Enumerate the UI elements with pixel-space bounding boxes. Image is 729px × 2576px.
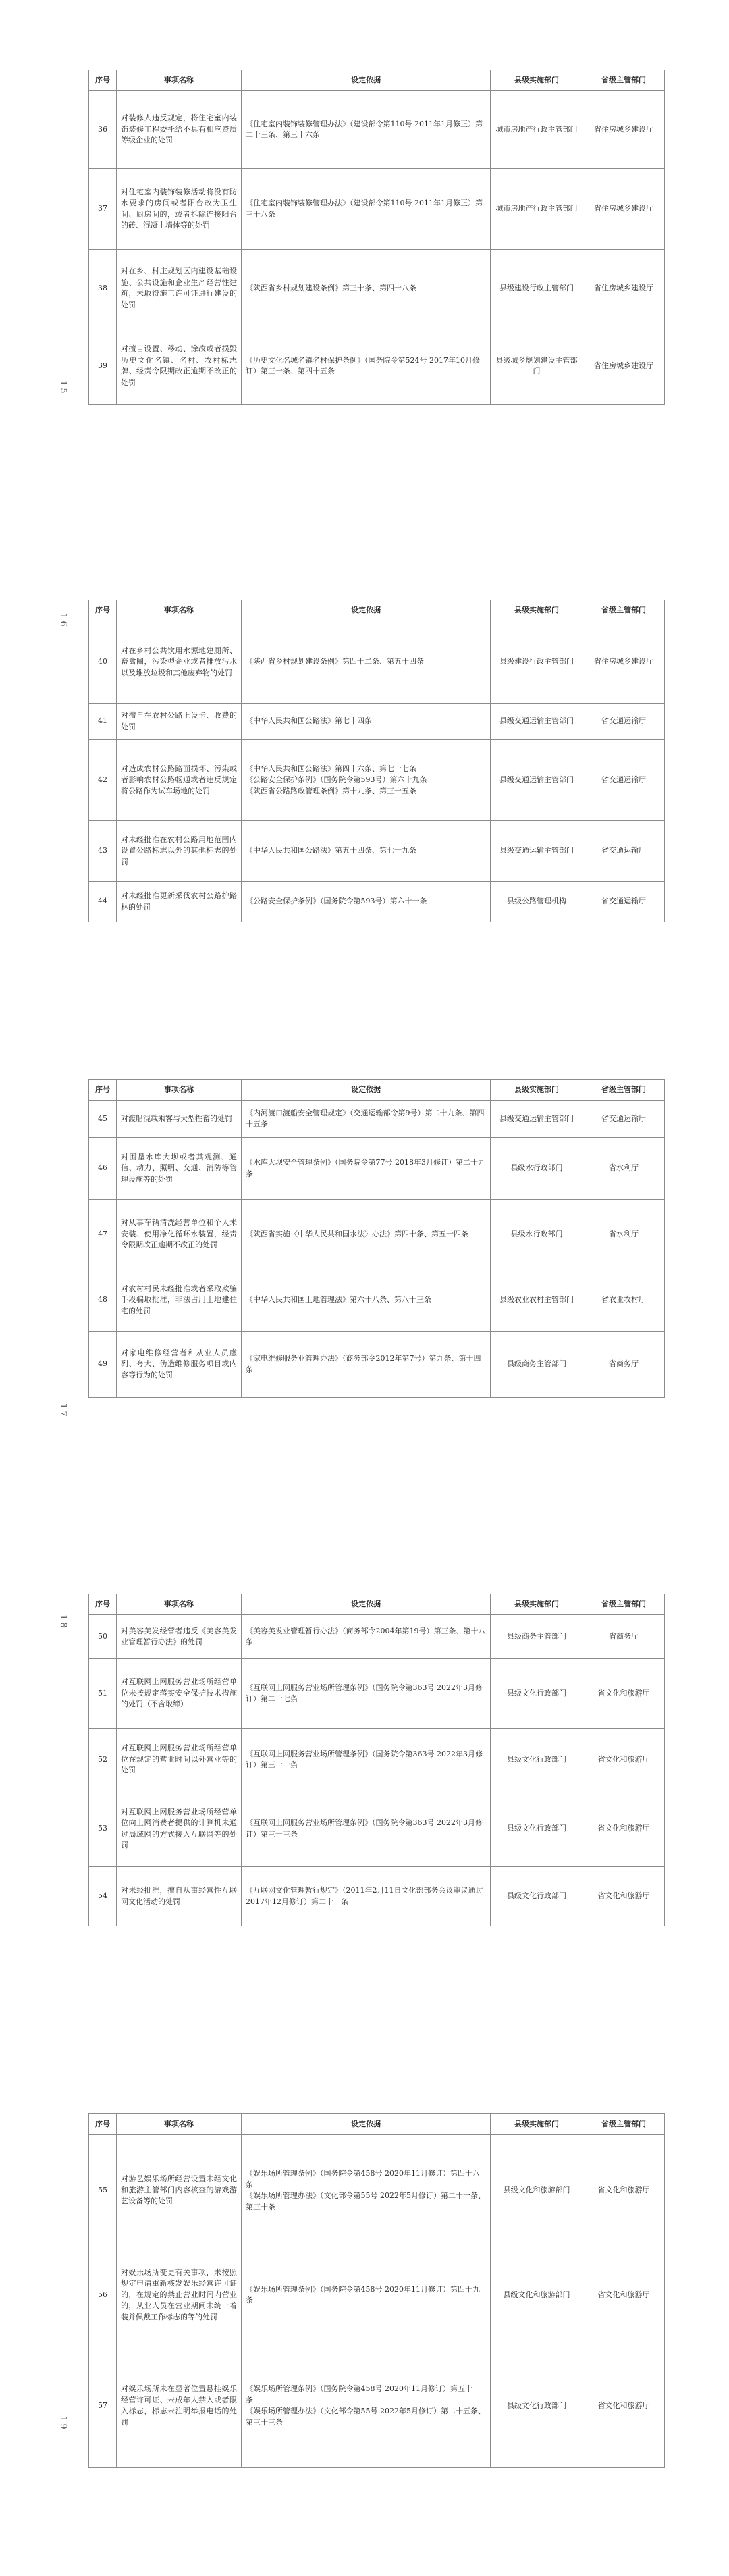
provincial-department: 省文化和旅游厅: [583, 1729, 665, 1791]
provincial-department: 省住房城乡建设厅: [583, 250, 665, 327]
legal-basis-line: 《中华人民共和国公路法》第七十四条: [246, 716, 372, 726]
item-name: 对造成农村公路路面损坏、污染或者影响农村公路畅通或者违反规定将公路作为试车场地的处罚: [117, 740, 242, 821]
column-header: 设定依据: [242, 600, 491, 621]
legal-basis: [242, 250, 491, 327]
legal-basis: [242, 1332, 491, 1398]
legal-basis: [242, 821, 491, 882]
item-name: 对互联网上网服务营业场所经营单位向上网消费者提供的计算机未通过局域网的方式接入互联网等的处罚: [117, 1791, 242, 1867]
legal-basis-line: 《互联网上网服务营业场所管理条例》（国务院令第363号 2022年3月修订）第三十三条: [246, 1818, 483, 1839]
legal-basis: [242, 1729, 491, 1791]
item-name: 对围垦水库大坝或者其观测、通信、动力、照明、交通、消防等管理设施等的处罚: [117, 1138, 242, 1200]
page-number: — 15 —: [58, 365, 68, 411]
item-name: 对渡船混载乘客与大型牲畜的处罚: [117, 1101, 242, 1138]
legal-basis: [242, 1615, 491, 1659]
table-row: [89, 1101, 665, 1138]
column-header: 县级实施部门: [491, 2114, 583, 2135]
legal-basis: [242, 621, 491, 704]
table-row: [89, 1615, 665, 1659]
legal-basis: [242, 2246, 491, 2344]
table-row: [89, 882, 665, 922]
county-department: 县级文化行政部门: [491, 1867, 583, 1926]
column-header: 序号: [89, 70, 117, 91]
item-number: 55: [89, 2135, 117, 2246]
county-department: 县级文化行政部门: [491, 1729, 583, 1791]
county-department: 县级建设行政主管部门: [491, 621, 583, 704]
column-header: 序号: [89, 2114, 117, 2135]
provincial-department: 省文化和旅游厅: [583, 2135, 665, 2246]
item-name: 对在乡、村庄规划区内建设基础设施、公共设施和企业生产经营性建筑，未取得施工许可证进行建设的处罚: [117, 250, 242, 327]
table-row: [89, 621, 665, 704]
column-header: 省级主管部门: [583, 2114, 665, 2135]
legal-basis-line: 《美容美发业管理暂行办法》（商务部令2004年第19号）第三条、第十八条: [246, 1626, 486, 1646]
legal-basis: [242, 327, 491, 405]
table-row: [89, 2344, 665, 2468]
provincial-department: 省文化和旅游厅: [583, 1659, 665, 1729]
county-department: 县级商务主管部门: [491, 1332, 583, 1398]
table-header-row: [89, 70, 665, 91]
item-name: 对擅自在农村公路上设卡、收费的处罚: [117, 704, 242, 740]
penalty-items-table: [88, 1079, 665, 1398]
legal-basis-line: 《中华人民共和国公路法》第四十六条、第七十七条: [246, 764, 416, 773]
item-number: 49: [89, 1332, 117, 1398]
county-department: 县级公路管理机构: [491, 882, 583, 922]
column-header: 设定依据: [242, 1594, 491, 1615]
provincial-department: 省水利厅: [583, 1138, 665, 1200]
provincial-department: 省农业农村厅: [583, 1269, 665, 1332]
county-department: 县级水行政部门: [491, 1200, 583, 1269]
column-header: 县级实施部门: [491, 600, 583, 621]
page-number: — 19 —: [58, 2400, 68, 2447]
item-name: 对互联网上网服务营业场所经营单位在规定的营业时间以外营业等的处罚: [117, 1729, 242, 1791]
column-header: 设定依据: [242, 2114, 491, 2135]
item-number: 53: [89, 1791, 117, 1867]
provincial-department: 省水利厅: [583, 1200, 665, 1269]
item-number: 37: [89, 169, 117, 250]
item-number: 41: [89, 704, 117, 740]
item-name: 对从事车辆清洗经营单位和个人未安装、使用净化循环水装置，经责令限期改正逾期不改正的处罚: [117, 1200, 242, 1269]
item-name: 对未经批准，擅自从事经营性互联网文化活动的处罚: [117, 1867, 242, 1926]
provincial-department: 省商务厅: [583, 1615, 665, 1659]
table-row: [89, 327, 665, 405]
column-header: 设定依据: [242, 70, 491, 91]
legal-basis-line: 《中华人民共和国公路法》第五十四条、第七十九条: [246, 846, 416, 856]
provincial-department: 省住房城乡建设厅: [583, 91, 665, 169]
county-department: 县级商务主管部门: [491, 1615, 583, 1659]
county-department: 县级农业农村主管部门: [491, 1269, 583, 1332]
provincial-department: 省商务厅: [583, 1332, 665, 1398]
county-department: 城市房地产行政主管部门: [491, 169, 583, 250]
item-number: 56: [89, 2246, 117, 2344]
table-row: [89, 1269, 665, 1332]
county-department: 县级水行政部门: [491, 1138, 583, 1200]
item-number: 39: [89, 327, 117, 405]
legal-basis-line: 《家电维修服务业管理办法》（商务部令2012年第7号）第九条、第十四条: [246, 1354, 481, 1374]
column-header: 省级主管部门: [583, 1594, 665, 1615]
column-header: 序号: [89, 1080, 117, 1101]
legal-basis-line: 《娱乐场所管理条例》（国务院令第458号 2020年11月修订）第四十八条: [246, 2169, 480, 2189]
table-header-row: [89, 1080, 665, 1101]
item-number: 48: [89, 1269, 117, 1332]
table-row: [89, 91, 665, 169]
item-number: 36: [89, 91, 117, 169]
legal-basis: [242, 2135, 491, 2246]
table-header-row: [89, 2114, 665, 2135]
legal-basis-line: 《娱乐场所管理办法》（文化部令第55号 2022年5月修订）第二十五条、第三十三条: [246, 2407, 485, 2427]
legal-basis: [242, 1659, 491, 1729]
item-name: 对未经批准在农村公路用地范围内设置公路标志以外的其他标志的处罚: [117, 821, 242, 882]
item-name: 对擅自设置、移动、涂改或者损毁历史文化名镇、名村、农村标志牌、经责令限期改正逾期不改正的处罚: [117, 327, 242, 405]
legal-basis-line: 《水库大坝安全管理条例》（国务院令第77号 2018年3月修订）第二十九条: [246, 1158, 485, 1178]
provincial-department: 省交通运输厅: [583, 1101, 665, 1138]
legal-basis: [242, 1791, 491, 1867]
provincial-department: 省文化和旅游厅: [583, 2246, 665, 2344]
column-header: 事项名称: [117, 600, 242, 621]
legal-basis-line: 《陕西省乡村规划建设条例》第四十二条、第五十四条: [246, 657, 424, 666]
item-number: 54: [89, 1867, 117, 1926]
legal-basis: [242, 91, 491, 169]
item-number: 45: [89, 1101, 117, 1138]
county-department: 城市房地产行政主管部门: [491, 91, 583, 169]
county-department: 县级城乡规划建设主管部门: [491, 327, 583, 405]
county-department: 县级文化和旅游部门: [491, 2246, 583, 2344]
county-department: 县级文化和旅游部门: [491, 2135, 583, 2246]
column-header: 设定依据: [242, 1080, 491, 1101]
item-number: 51: [89, 1659, 117, 1729]
county-department: 县级交通运输主管部门: [491, 1101, 583, 1138]
table-row: [89, 169, 665, 250]
legal-basis-line: 《内河渡口渡船安全管理规定》（交通运输部令第9号）第二十九条、第四十五条: [246, 1108, 485, 1128]
item-name: 对住宅室内装饰装修活动将没有防水要求的房间或者阳台改为卫生间、厨房间的，或者拆除连接阳台的砖、混凝土墙体等的处罚: [117, 169, 242, 250]
provincial-department: 省交通运输厅: [583, 740, 665, 821]
column-header: 事项名称: [117, 2114, 242, 2135]
table-header-row: [89, 1594, 665, 1615]
provincial-department: 省文化和旅游厅: [583, 1791, 665, 1867]
county-department: 县级文化行政部门: [491, 2344, 583, 2468]
legal-basis-line: 《陕西省乡村规划建设条例》第三十条、第四十八条: [246, 283, 416, 292]
item-name: 对游艺娱乐场所经营设置未经文化和旅游主管部门内容核查的游戏游艺设备等的处罚: [117, 2135, 242, 2246]
item-name: 对装修人违反规定，将住宅室内装饰装修工程委托给不具有相应资质等级企业的处罚: [117, 91, 242, 169]
legal-basis-line: 《历史文化名城名镇名村保护条例》（国务院令第524号 2017年10月修订）第三十条、第四十五条: [246, 355, 480, 375]
column-header: 序号: [89, 1594, 117, 1615]
table-row: [89, 250, 665, 327]
penalty-items-table: [88, 70, 665, 405]
item-number: 46: [89, 1138, 117, 1200]
table-row: [89, 1200, 665, 1269]
item-number: 44: [89, 882, 117, 922]
provincial-department: 省交通运输厅: [583, 704, 665, 740]
legal-basis-line: 《互联网文化管理暂行规定》（2011年2月11日文化部部务会议审议通过 2017年12月修订）第二十一条: [246, 1886, 483, 1906]
item-name: 对互联网上网服务营业场所经营单位未按规定落实安全保护技术措施的处罚（不含取缔）: [117, 1659, 242, 1729]
column-header: 事项名称: [117, 1080, 242, 1101]
legal-basis: [242, 882, 491, 922]
item-number: 52: [89, 1729, 117, 1791]
penalty-items-table: [88, 600, 665, 922]
column-header: 县级实施部门: [491, 1080, 583, 1101]
provincial-department: 省住房城乡建设厅: [583, 621, 665, 704]
item-number: 38: [89, 250, 117, 327]
county-department: 县级建设行政主管部门: [491, 250, 583, 327]
page-number: — 18 —: [58, 1599, 68, 1646]
table-row: [89, 1791, 665, 1867]
item-number: 42: [89, 740, 117, 821]
county-department: 县级交通运输主管部门: [491, 740, 583, 821]
penalty-items-table: [88, 2113, 665, 2468]
table-row: [89, 821, 665, 882]
legal-basis: [242, 1200, 491, 1269]
item-name: 对在乡村公共饮用水源地建厕所、畜禽圈，污染型企业或者排放污水以及堆放垃圾和其他废弃物的处罚: [117, 621, 242, 704]
legal-basis-line: 《公路安全保护条例》（国务院令第593号）第六十一条: [246, 897, 427, 906]
legal-basis: [242, 1138, 491, 1200]
column-header: 序号: [89, 600, 117, 621]
legal-basis-line: 《陕西省公路路政管理条例》第十九条、第三十五条: [246, 786, 416, 795]
column-header: 事项名称: [117, 1594, 242, 1615]
legal-basis: [242, 169, 491, 250]
column-header: 省级主管部门: [583, 1080, 665, 1101]
provincial-department: 省文化和旅游厅: [583, 2344, 665, 2468]
column-header: 县级实施部门: [491, 70, 583, 91]
legal-basis: [242, 1867, 491, 1926]
penalty-items-table: [88, 1594, 665, 1926]
table-row: [89, 704, 665, 740]
legal-basis-line: 《公路安全保护条例》（国务院令第593号）第六十九条: [246, 775, 427, 785]
item-number: 40: [89, 621, 117, 704]
legal-basis-line: 《住宅室内装饰装修管理办法》（建设部令第110号 2011年1月修正）第二十三条、第三十六条: [246, 119, 483, 139]
legal-basis-line: 《娱乐场所管理条例》（国务院令第458号 2020年11月修订）第四十九条: [246, 2284, 480, 2305]
column-header: 事项名称: [117, 70, 242, 91]
column-header: 省级主管部门: [583, 70, 665, 91]
item-name: 对娱乐场所变更有关事项，未按照规定申请重新核发娱乐经营许可证的，在规定的禁止营业时间内营业的，从业人员在营业期间未统一着装并佩戴工作标志的等的处罚: [117, 2246, 242, 2344]
legal-basis-line: 《中华人民共和国土地管理法》第六十八条、第八十三条: [246, 1295, 431, 1305]
legal-basis: [242, 740, 491, 821]
table-row: [89, 740, 665, 821]
item-name: 对娱乐场所未在显著位置悬挂娱乐经营许可证、未成年人禁入或者限入标志，标志未注明举报电话的处罚: [117, 2344, 242, 2468]
item-number: 47: [89, 1200, 117, 1269]
column-header: 县级实施部门: [491, 1594, 583, 1615]
legal-basis-line: 《娱乐场所管理条例》（国务院令第458号 2020年11月修订）第五十一条: [246, 2384, 480, 2404]
page-number: — 17 —: [58, 1388, 68, 1434]
table-row: [89, 1659, 665, 1729]
item-name: 对未经批准更新采伐农村公路护路林的处罚: [117, 882, 242, 922]
legal-basis-line: 《陕西省实施〈中华人民共和国水法〉办法》第四十条、第五十四条: [246, 1229, 468, 1238]
item-name: 对美容美发经营者违反《美容美发业管理暂行办法》的处罚: [117, 1615, 242, 1659]
item-number: 57: [89, 2344, 117, 2468]
item-number: 50: [89, 1615, 117, 1659]
table-row: [89, 1138, 665, 1200]
table-row: [89, 1867, 665, 1926]
item-name: 对农村村民未经批准或者采取欺骗手段骗取批准，非法占用土地建住宅的处罚: [117, 1269, 242, 1332]
table-row: [89, 1332, 665, 1398]
item-name: 对家电维修经营者和从业人员虚列、夸大、伪造维修服务项目或内容等行为的处罚: [117, 1332, 242, 1398]
county-department: 县级文化行政部门: [491, 1791, 583, 1867]
item-number: 43: [89, 821, 117, 882]
provincial-department: 省交通运输厅: [583, 821, 665, 882]
legal-basis: [242, 1101, 491, 1138]
legal-basis: [242, 2344, 491, 2468]
table-row: [89, 2135, 665, 2246]
legal-basis: [242, 704, 491, 740]
table-header-row: [89, 600, 665, 621]
provincial-department: 省住房城乡建设厅: [583, 169, 665, 250]
table-row: [89, 1729, 665, 1791]
legal-basis: [242, 1269, 491, 1332]
legal-basis-line: 《互联网上网服务营业场所管理条例》（国务院令第363号 2022年3月修订）第二十七条: [246, 1683, 483, 1703]
county-department: 县级文化行政部门: [491, 1659, 583, 1729]
table-row: [89, 2246, 665, 2344]
page-number: — 16 —: [58, 598, 68, 644]
legal-basis-line: 《住宅室内装饰装修管理办法》（建设部令第110号 2011年1月修正）第三十八条: [246, 199, 483, 219]
column-header: 省级主管部门: [583, 600, 665, 621]
provincial-department: 省住房城乡建设厅: [583, 327, 665, 405]
county-department: 县级交通运输主管部门: [491, 704, 583, 740]
provincial-department: 省交通运输厅: [583, 882, 665, 922]
legal-basis-line: 《娱乐场所管理办法》（文化部令第55号 2022年5月修订）第二十一条、第三十条: [246, 2191, 485, 2211]
county-department: 县级交通运输主管部门: [491, 821, 583, 882]
provincial-department: 省文化和旅游厅: [583, 1867, 665, 1926]
legal-basis-line: 《互联网上网服务营业场所管理条例》（国务院令第363号 2022年3月修订）第三十一条: [246, 1749, 483, 1769]
